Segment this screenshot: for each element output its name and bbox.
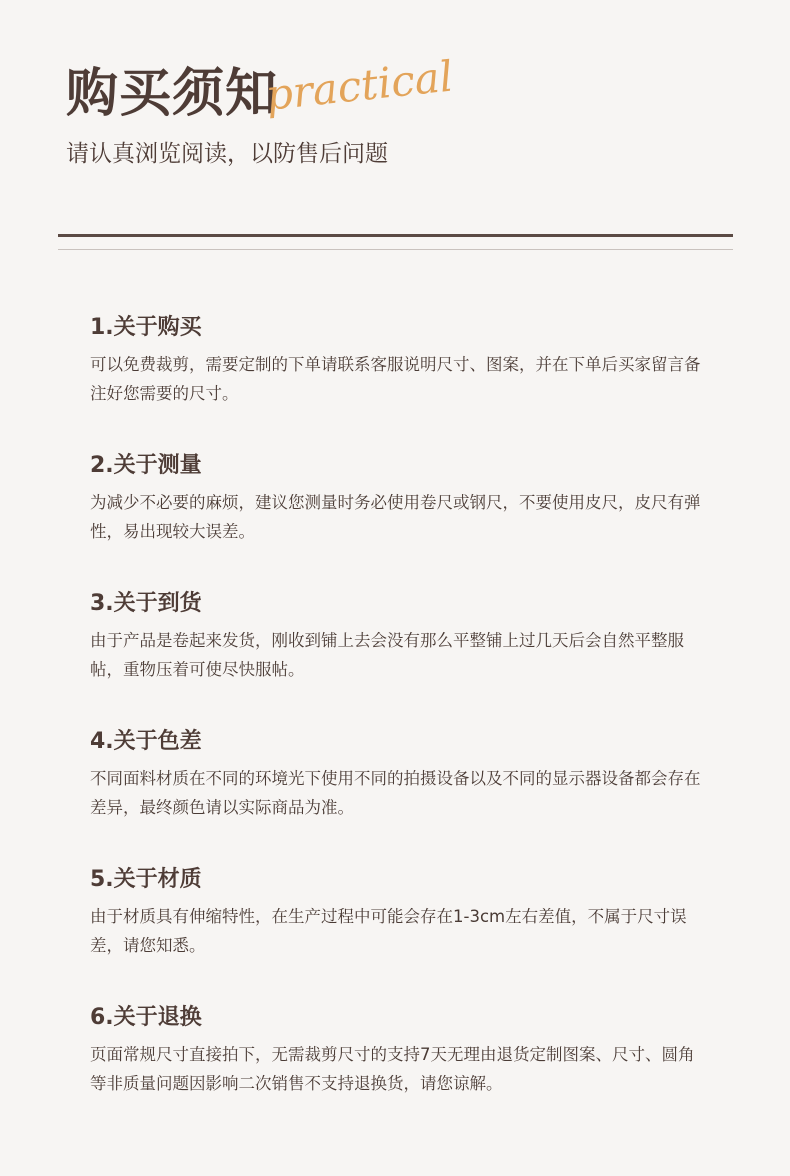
section-title: 6.关于退换 [90, 1005, 202, 1030]
section-delivery [90, 586, 710, 684]
page-title: 购买须知 [66, 64, 279, 124]
divider-thin [58, 249, 733, 250]
section-material [90, 862, 710, 960]
section-title: 1.关于购买 [90, 315, 202, 340]
section-purchase [90, 310, 710, 408]
page-header [66, 51, 746, 178]
section-body: 为减少不必要的麻烦，建议您测量时务必使用卷尺或钢尺，不要使用皮尺，皮尺有弹性，易出现较大误差。 [90, 493, 701, 541]
section-body: 页面常规尺寸直接拍下，无需裁剪尺寸的支持7天无理由退货定制图案、尺寸、圆角等非质量问题因影响二次销售不支持退换货，请您谅解。 [90, 1045, 695, 1093]
section-title: 2.关于测量 [90, 453, 202, 478]
section-body: 可以免费裁剪，需要定制的下单请联系客服说明尺寸、图案，并在下单后买家留言备注好您需要的尺寸。 [90, 355, 701, 403]
section-title: 4.关于色差 [90, 729, 202, 754]
section-color-difference [90, 724, 710, 822]
section-body: 由于产品是卷起来发货，刚收到铺上去会没有那么平整铺上过几天后会自然平整服帖，重物压着可使尽快服帖。 [90, 631, 684, 679]
notice-sections [90, 310, 710, 1138]
section-body: 不同面料材质在不同的环境光下使用不同的拍摄设备以及不同的显示器设备都会存在差异，最终颜色请以实际商品为准。 [90, 769, 701, 817]
section-measurement [90, 448, 710, 546]
section-returns [90, 1000, 710, 1098]
section-body: 由于材质具有伸缩特性，在生产过程中可能会存在1-3cm左右差值，不属于尺寸误差，请您知悉。 [90, 907, 687, 955]
decorative-script-text: practical [263, 51, 456, 120]
section-title: 3.关于到货 [90, 591, 202, 616]
section-title: 5.关于材质 [90, 867, 202, 892]
page-subtitle: 请认真浏览阅读，以防售后问题 [66, 141, 388, 167]
divider-thick [58, 234, 733, 237]
